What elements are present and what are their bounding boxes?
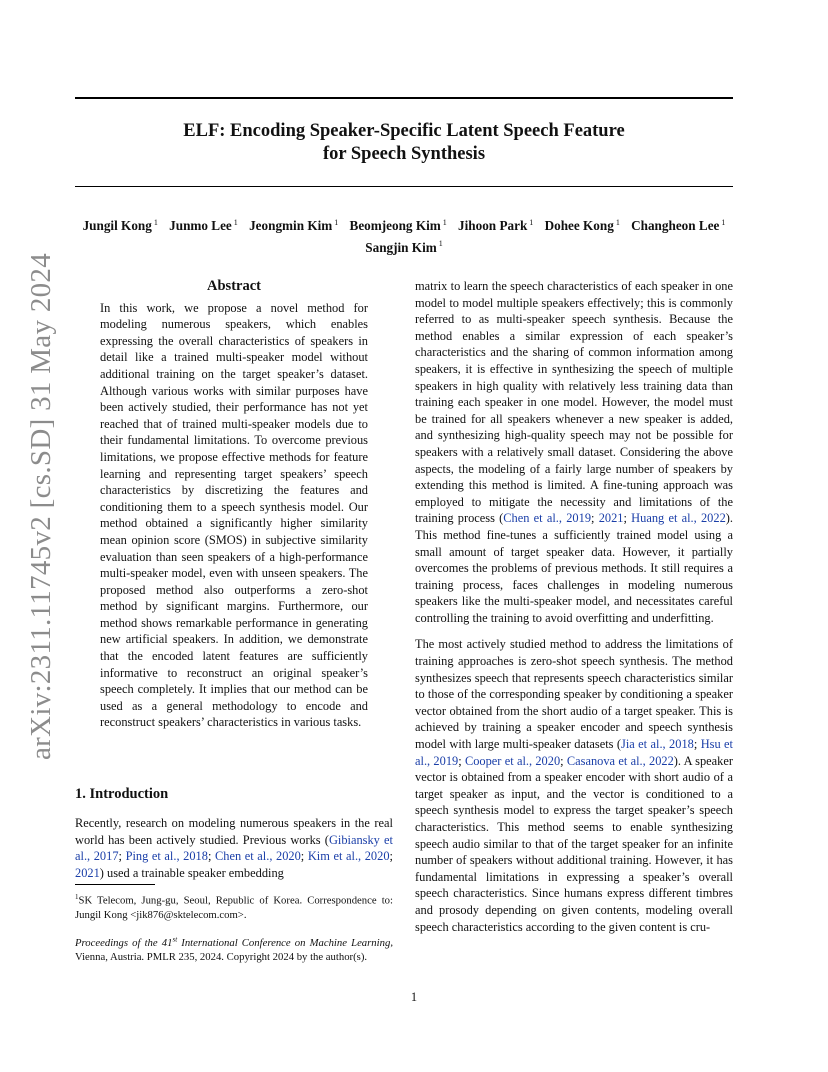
- footnote-rule: [75, 884, 155, 885]
- citation-link[interactable]: Kim et al., 2020: [307, 849, 390, 864]
- introduction-section: [75, 815, 393, 881]
- right-column: [415, 278, 733, 935]
- author-list: [75, 214, 733, 257]
- abstract-section: [100, 278, 368, 731]
- author: Jeongmin Kim $^1$: [249, 218, 339, 234]
- citation-link[interactable]: Ping et al., 2018: [125, 849, 208, 864]
- citation-link[interactable]: Gibiansky et al., 2017: [75, 832, 393, 864]
- arxiv-identifier-stamp: arXiv:2311.11745v2 [cs.SD] 31 May 2024: [25, 252, 57, 760]
- citation-link[interactable]: Huang et al., 2022: [631, 511, 726, 526]
- introduction-paragraph: Recently, research on modeling numerous speakers in the real world has been actively studied. Previous works (Gibiansky et al., 2017; Ping et al., 2018; Chen et al., 2020; Kim et al., 2020; 2021) used a trainable speaker embedding: [75, 816, 393, 880]
- author: Beomjeong Kim $^1$: [349, 218, 447, 234]
- citation-link[interactable]: Casanova et al., 2022: [566, 753, 674, 768]
- author: Jungil Kong $^1$: [82, 218, 158, 234]
- title-bottom-rule: [75, 186, 733, 187]
- author: Dohee Kong $^1$: [544, 218, 620, 234]
- paper-title: [75, 120, 733, 166]
- author: Junmo Lee $^1$: [169, 218, 238, 234]
- introduction-heading: 1. Introduction: [75, 786, 169, 802]
- citation-link[interactable]: Chen et al., 2020: [214, 849, 301, 864]
- author: Sangjin Kim $^1$: [365, 239, 443, 255]
- citation-link[interactable]: 2021: [598, 511, 624, 526]
- citation-link[interactable]: Jia et al., 2018: [621, 737, 694, 752]
- title-top-rule: [75, 97, 733, 99]
- body-paragraph: The most actively studied method to address the limitations of training approaches is zero-shot speech synthesis. The method synthesizes speech that represents speech characteristics similar to those of the corresponding speaker by conditioning a speaker vector obtained from the short audio of a target speaker. This is achieved by training a speaker encoder and speech synthesis model with large multi-speaker datasets (Jia et al., 2018; Hsu et al., 2019; Cooper et al., 2020; Casanova et al., 2022). A speaker vector is obtained from a speaker encoder with short audio of a target speaker as input, and the vector is conditioned to a speech synthesis model to express the target speaker’s speech characteristics. This method seems to enable synthesizing speech audio similar to that of the target speaker for an infinite number of speakers without additional training. However, it has fundamental limitations in expressing a speaker’s overall speech characteristics. Since humans express different timbres and prosody depending on given contents, modeling overall speech characteristics according to the given content is cru-: [415, 637, 733, 934]
- abstract-heading: Abstract: [207, 278, 261, 294]
- author: Jihoon Park $^1$: [458, 218, 534, 234]
- abstract-text: In this work, we propose a novel method for modeling numerous speakers, which enables expressing the overall characteristics of speakers in detail like a trained multi-speaker model without additional training on the target speaker’s dataset. Although various works with similar purposes have been actively studied, their performance has not yet reached that of trained multi-speaker models due to their fundamental limitations. To overcome previous limitations, we propose effective methods for feature learning and representing target speakers’ speech characteristics by discretizing the features and conditioning them to a speech synthesis model. Our method obtained a significantly higher similarity mean opinion score (SMOS) in subjective similarity evaluation than seen speakers of a high-performance multi-speaker model, even with unseen speakers. The proposed method also outperforms a zero-shot method by significant margins. Furthermore, our method shows remarkable performance in generating new artificial speakers. In addition, we demonstrate that the encoded latent features are sufficiently informative to reconstruct an original speaker’s speech completely. It implies that our method can be used as a general methodology to encode and reconstruct speakers’ characteristics in various tasks.: [100, 300, 368, 730]
- proceedings-note: Proceedings of the 41st International Conference on Machine Learning, Vienna, Austria. PMLR 235, 2024. Copyright 2024 by the author(s).: [75, 935, 393, 963]
- author: Changheon Lee $^1$: [631, 218, 726, 234]
- page-number: 1: [410, 990, 418, 1004]
- citation-link[interactable]: Cooper et al., 2020: [464, 753, 561, 768]
- body-paragraph: matrix to learn the speech characteristics of each speaker in one model to model multiple speakers effectively; this is commonly referred to as multi-speaker speech synthesis. Because the method enables a similar expression of each speaker’s characteristics and the sharing of common information among speakers, it is effective in synthesizing the speech of multiple speakers in high quality with relatively less training data than training each speaker in one model. However, the model must be trained for all speakers whenever a new speaker is added, and synthesizing high-quality speech may not be possible for speakers with a relatively small dataset. Considering the above aspects, the modeling of a fairly large number of speakers by extending this method is limited. A fine-tuning approach was employed to mitigate the necessity and limitations of the training process (Chen et al., 2019; 2021; Huang et al., 2022). This method fine-tunes a sufficiently trained model using a small amount of target speaker data. However, it partially overcomes the problems of previous methods. It still requires a training process, faces challenges in modeling numerous speakers like the multi-speaker model, and necessitates careful controlling the training to avoid overfitting and underfitting.: [415, 279, 734, 625]
- citation-link[interactable]: Chen et al., 2019: [503, 511, 592, 526]
- citation-link[interactable]: Hsu et al., 2019: [415, 737, 733, 768]
- paper-title-line-1: ELF: Encoding Speaker-Specific Latent Speech Feature: [183, 121, 625, 141]
- affiliation-footnote: $^1$SK Telecom, Jung-gu, Seoul, Republic of Korea. Correspondence to: Jungil Kong <jik876@sktelecom.com>.: [75, 893, 393, 921]
- citation-link[interactable]: 2021: [75, 865, 100, 880]
- paper-title-line-2: for Speech Synthesis: [322, 144, 486, 164]
